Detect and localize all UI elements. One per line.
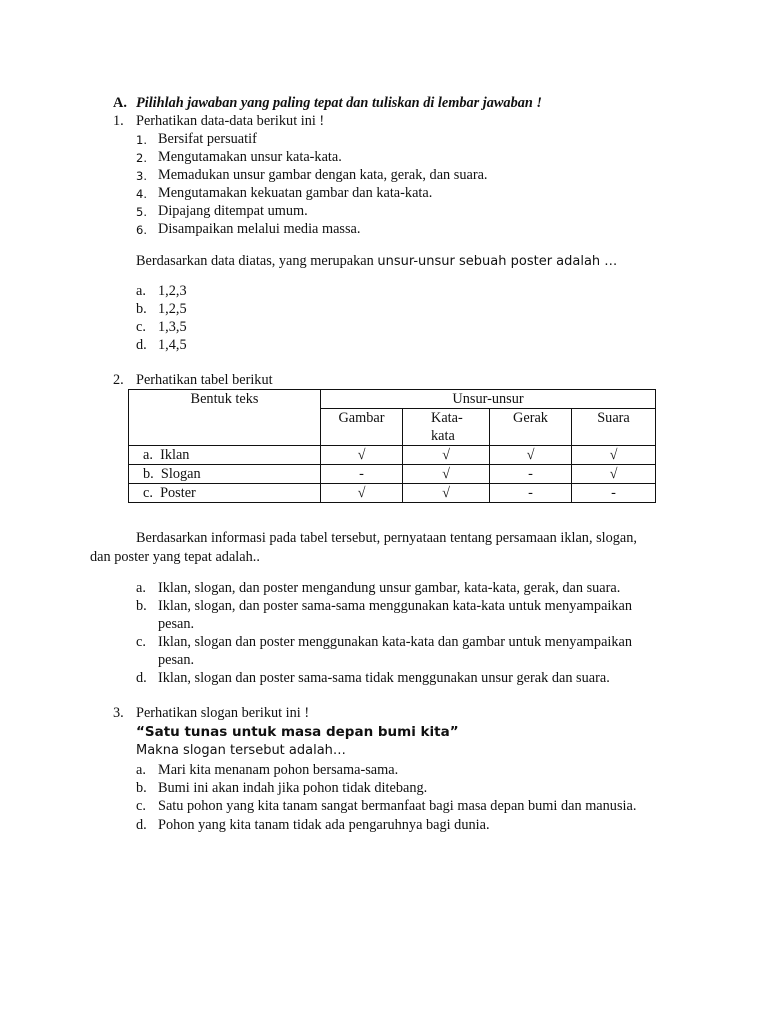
q3-slogan: “Satu tunas untuk masa depan bumi kita”	[136, 724, 459, 740]
q1-stem-part1: Berdasarkan data diatas, yang merupakan	[136, 253, 378, 269]
cell-katakata: √	[403, 484, 490, 503]
cell-gerak: -	[490, 484, 572, 503]
q3-option-text: Pohon yang kita tanam tidak ada pengaruhnya bagi dunia.	[158, 817, 490, 833]
q2-stem-line1: Berdasarkan informasi pada tabel tersebut, pernyataan tentang persamaan iklan, slogan,	[136, 530, 637, 546]
table-subheader-katakata	[403, 409, 490, 446]
q1-option-text: 1,2,3	[158, 283, 187, 299]
q1-item-text: Bersifat persuatif	[158, 131, 257, 147]
q2-option-text: Iklan, slogan, dan poster mengandung unsur gambar, kata-kata, gerak, dan suara.	[158, 580, 621, 596]
q2-option-text: Iklan, slogan dan poster sama-sama tidak menggunakan unsur gerak dan suara.	[158, 670, 610, 686]
q1-item-text: Mengutamakan kekuatan gambar dan kata-kata.	[158, 185, 433, 201]
q1-item-number: 3.	[136, 169, 147, 183]
q1-option-letter: b.	[136, 301, 147, 317]
q1-item-text: Memadukan unsur gambar dengan kata, gerak, dan suara.	[158, 167, 488, 183]
q3-option-text: Bumi ini akan indah jika pohon tidak ditebang.	[158, 780, 428, 796]
q2-stem-line2: dan poster yang tepat adalah..	[90, 549, 260, 565]
q1-prompt: Perhatikan data-data berikut ini !	[136, 113, 325, 129]
section-instruction: Pilihlah jawaban yang paling tepat dan tuliskan di lembar jawaban !	[136, 95, 542, 111]
q1-item-number: 4.	[136, 187, 147, 201]
cell-suara: √	[572, 465, 656, 484]
table-subheader-kata-part1: Kata-	[431, 410, 463, 426]
table-header-unsur: Unsur-unsur	[321, 390, 656, 409]
q1-item-number: 1.	[136, 133, 147, 147]
cell-katakata: √	[403, 465, 490, 484]
q1-option-text: 1,4,5	[158, 337, 187, 353]
row-label	[129, 484, 321, 503]
row-name: Iklan	[160, 447, 190, 463]
cell-gerak: √	[490, 446, 572, 465]
q1-item-number: 2.	[136, 151, 147, 165]
q2-option-letter: c.	[136, 634, 146, 650]
q1-item-number: 6.	[136, 223, 147, 237]
q1-number: 1.	[113, 113, 124, 129]
row-letter: c.	[143, 485, 153, 501]
q1-option-text: 1,2,5	[158, 301, 187, 317]
q1-option-text: 1,3,5	[158, 319, 187, 335]
q1-option-letter: c.	[136, 319, 146, 335]
q3-option-text: Satu pohon yang kita tanam sangat bermanfaat bagi masa depan bumi dan manusia.	[158, 798, 637, 814]
q3-option-letter: c.	[136, 798, 146, 814]
q2-table	[128, 389, 656, 503]
table-subheader-gerak: Gerak	[490, 409, 572, 446]
q1-item-text: Disampaikan melalui media massa.	[158, 221, 361, 237]
row-label	[129, 446, 321, 465]
q2-option-letter: b.	[136, 598, 147, 614]
q1-stem-part2: unsur-unsur sebuah poster adalah …	[377, 254, 618, 269]
row-name: Poster	[160, 485, 196, 501]
q1-item-text: Mengutamakan unsur kata-kata.	[158, 149, 342, 165]
cell-gerak: -	[490, 465, 572, 484]
q2-prompt: Perhatikan tabel berikut	[136, 372, 273, 388]
q2-option-text: Iklan, slogan dan poster menggunakan kata-kata dan gambar untuk menyampaikan	[158, 634, 633, 650]
cell-suara: -	[572, 484, 656, 503]
q3-option-letter: b.	[136, 780, 147, 796]
row-name: Slogan	[160, 466, 201, 482]
cell-gambar: √	[321, 446, 403, 465]
cell-gambar: -	[321, 465, 403, 484]
q2-option-text: Iklan, slogan, dan poster sama-sama menggunakan kata-kata untuk menyampaikan	[158, 598, 633, 614]
q3-number: 3.	[113, 705, 124, 721]
q1-item-text: Dipajang ditempat umum.	[158, 203, 308, 219]
table-header-bentuk: Bentuk teks	[129, 390, 321, 446]
q1-item-number: 5.	[136, 205, 147, 219]
table-subheader-kata-part2: kata	[431, 428, 455, 444]
cell-gambar: √	[321, 484, 403, 503]
q1-option-letter: d.	[136, 337, 147, 353]
q1-stem	[136, 252, 617, 271]
row-letter: a.	[143, 447, 153, 463]
table-subheader-suara: Suara	[572, 409, 656, 446]
table-row	[129, 484, 656, 503]
table-subheader-gambar: Gambar	[321, 409, 403, 446]
q1-option-letter: a.	[136, 283, 146, 299]
q3-prompt: Perhatikan slogan berikut ini !	[136, 705, 310, 721]
q3-stem: Makna slogan tersebut adalah…	[136, 743, 346, 758]
section-marker: A.	[113, 95, 127, 111]
q3-option-letter: d.	[136, 817, 147, 833]
q2-option-letter: d.	[136, 670, 147, 686]
q2-option-letter: a.	[136, 580, 146, 596]
table-row	[129, 465, 656, 484]
q2-number: 2.	[113, 372, 124, 388]
table-row	[129, 446, 656, 465]
row-letter: b.	[143, 466, 154, 482]
cell-suara: √	[572, 446, 656, 465]
cell-katakata: √	[403, 446, 490, 465]
q2-option-text-cont: pesan.	[158, 616, 195, 632]
q3-option-text: Mari kita menanam pohon bersama-sama.	[158, 762, 399, 778]
q2-option-text-cont: pesan.	[158, 652, 195, 668]
q3-option-letter: a.	[136, 762, 146, 778]
row-label	[129, 465, 321, 484]
